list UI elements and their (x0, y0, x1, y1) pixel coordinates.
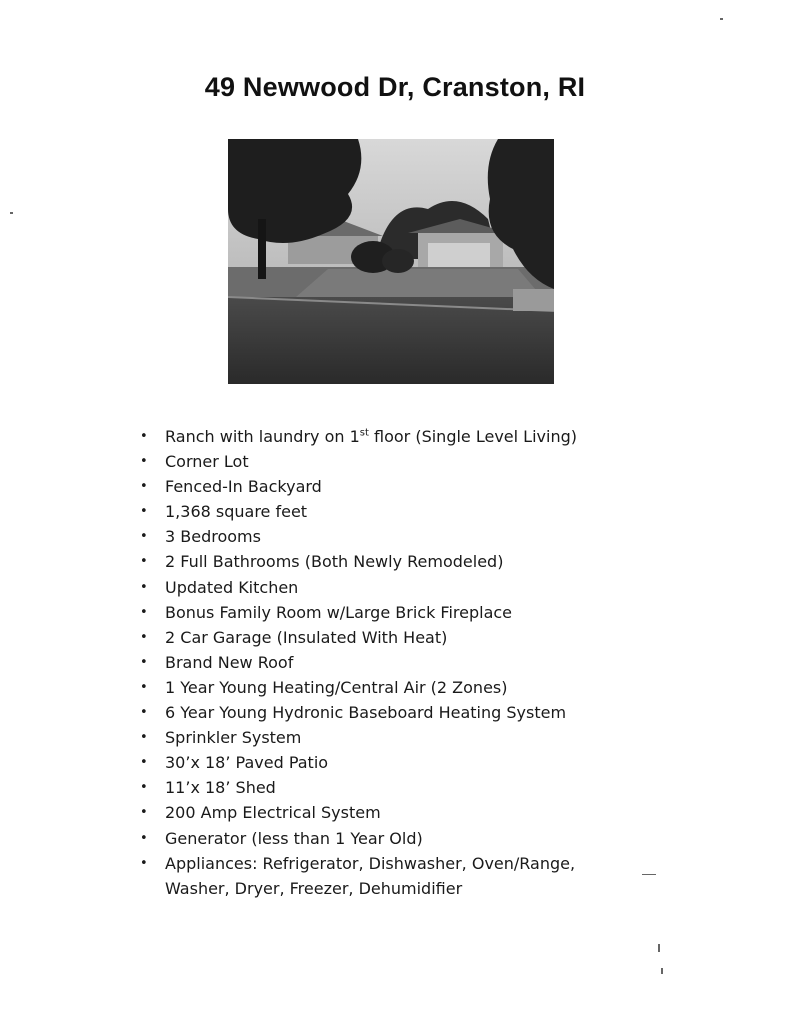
bullet-icon: • (140, 529, 148, 545)
feature-text: floor (Single Level Living) (368, 427, 577, 446)
feature-text: 30’x 18’ Paved Patio (165, 753, 329, 773)
bullet-icon: • (140, 679, 148, 695)
scan-speck (642, 874, 656, 875)
feature-text: Ranch with laundry on 1 (165, 427, 360, 446)
feature-item (140, 750, 700, 775)
feature-item (140, 800, 700, 825)
feature-text: 3 Bedrooms (165, 527, 261, 547)
house-photo (228, 139, 554, 384)
bullet-icon: • (140, 554, 148, 570)
feature-text: Brand New Roof (165, 652, 294, 672)
bullet-icon: • (140, 805, 148, 821)
feature-item (140, 625, 700, 650)
feature-list (140, 424, 700, 901)
feature-superscript: st (359, 427, 369, 439)
feature-item (140, 725, 700, 750)
feature-item (140, 851, 700, 876)
bullet-icon: • (140, 454, 148, 470)
feature-item (140, 876, 700, 901)
bullet-icon: • (140, 604, 148, 620)
feature-item (140, 524, 700, 549)
bullet-icon: • (140, 830, 148, 846)
feature-text: 11’x 18’ Shed (165, 778, 276, 798)
bullet-icon: • (140, 855, 148, 871)
feature-text: 2 Car Garage (Insulated With Heat) (165, 627, 448, 647)
feature-item (140, 600, 700, 625)
scan-speck (658, 944, 660, 952)
feature-item (140, 449, 700, 474)
bullet-icon: • (140, 755, 148, 771)
feature-text: Updated Kitchen (165, 577, 299, 597)
feature-item (140, 650, 700, 675)
feature-item (140, 826, 700, 851)
bullet-icon: • (140, 429, 148, 444)
feature-item (140, 775, 700, 800)
bullet-icon: • (140, 629, 148, 645)
bullet-icon: • (140, 705, 148, 721)
feature-item (140, 499, 700, 524)
feature-text: Sprinkler System (165, 728, 302, 748)
feature-text: 1,368 square feet (165, 502, 308, 522)
feature-text: 1 Year Young Heating/Central Air (2 Zones) (165, 677, 508, 697)
scan-speck (661, 968, 663, 974)
bullet-icon: • (140, 504, 148, 520)
feature-text: Generator (less than 1 Year Old) (165, 828, 423, 848)
feature-text: 200 Amp Electrical System (165, 803, 381, 823)
scan-speck (720, 18, 723, 20)
feature-text: Bonus Family Room w/Large Brick Fireplace (165, 602, 513, 622)
bullet-icon: • (140, 579, 148, 595)
page-title: 49 Newwood Dr, Cranston, RI (204, 72, 586, 102)
feature-item (140, 424, 700, 449)
feature-text: Appliances: Refrigerator, Dishwasher, Oven/Range, (165, 853, 576, 873)
feature-text: 6 Year Young Hydronic Baseboard Heating System (165, 703, 567, 723)
feature-text: 2 Full Bathrooms (Both Newly Remodeled) (165, 552, 504, 572)
bullet-icon: • (140, 780, 148, 796)
feature-text: Washer, Dryer, Freezer, Dehumidifier (165, 878, 463, 898)
feature-item (140, 575, 700, 600)
bullet-icon: • (140, 654, 148, 670)
feature-item (140, 549, 700, 574)
bullet-icon: • (140, 730, 148, 746)
feature-item (140, 700, 700, 725)
feature-item (140, 675, 700, 700)
feature-text: Corner Lot (165, 452, 249, 472)
scan-speck (10, 212, 13, 214)
feature-item (140, 474, 700, 499)
feature-text: Fenced-In Backyard (165, 477, 322, 497)
bullet-icon: • (140, 479, 148, 495)
